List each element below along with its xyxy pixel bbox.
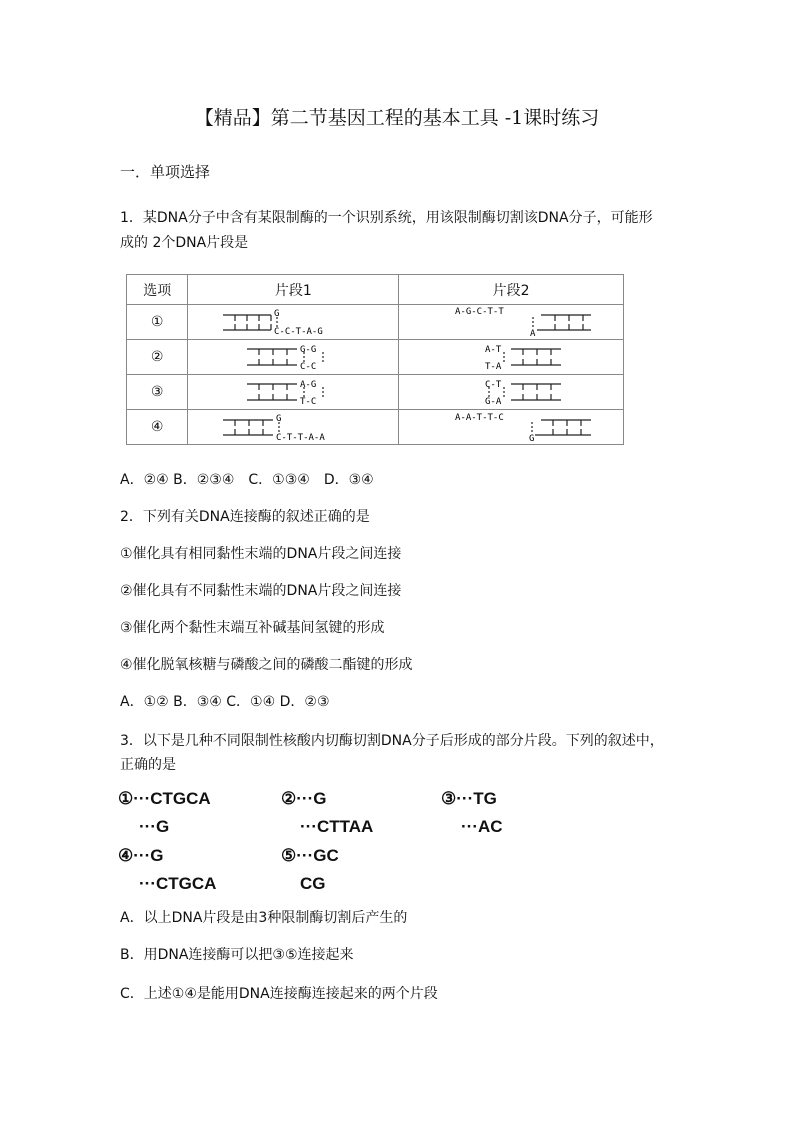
option-label: ③ — [127, 375, 188, 410]
frag-top-text: A-T — [485, 345, 502, 355]
dna-fragment-diagram — [193, 376, 393, 408]
page-title: 【精品】第二节基因工程的基本工具 -1课时练习 — [194, 107, 600, 129]
q3-fragment-bottom: ···CTGCA — [139, 874, 217, 893]
table-row — [127, 305, 624, 340]
frag-top-text: G — [274, 309, 280, 319]
q1-answer-options: A．②④ B．②③④ C．①③④ D．③④ — [120, 472, 374, 488]
frag-bottom-text: G — [529, 434, 535, 443]
fragment1-diagram — [188, 305, 399, 340]
q2-answer-options: A．①② B．③④ C．①④ D．②③ — [120, 694, 330, 710]
frag-top-text: A-G-C-T-T — [455, 307, 504, 317]
table-row — [127, 375, 624, 410]
frag-bottom-text: T-C — [300, 397, 317, 407]
section-heading: 一．单项选择 — [120, 163, 211, 181]
dna-fragment-diagram — [411, 411, 611, 443]
dna-fragment-diagram — [411, 341, 611, 373]
option-label: ④ — [127, 410, 188, 445]
frag-top-text: C-T — [485, 380, 502, 390]
table-header-row — [127, 275, 624, 305]
header-fragment2: 片段2 — [399, 275, 624, 305]
q2-item: ①催化具有相同黏性末端的DNA片段之间连接 — [120, 546, 402, 562]
q3-fragment-bottom: ···CTTAA — [300, 817, 374, 836]
q3-fragment-bottom: ···AC — [461, 817, 503, 836]
q3-fragment-bottom: CG — [300, 874, 326, 893]
q3-stem-line1: 3．以下是几种不同限制性核酸内切酶切割DNA分子后形成的部分片段。下列的叙述中， — [120, 733, 664, 749]
frag-top-text: A-A-T-T-C — [455, 413, 504, 423]
q1-stem-line2: 成的 2个DNA片段是 — [120, 235, 249, 251]
dna-fragment-diagram — [193, 341, 393, 373]
q3-option-c: C．上述①④是能用DNA连接酶连接起来的两个片段 — [120, 986, 438, 1002]
q3-fragment-top: ①···CTGCA — [118, 789, 211, 808]
q3-option-b: B．用DNA连接酶可以把③⑤连接起来 — [120, 947, 354, 963]
table-row — [127, 340, 624, 375]
q3-option-a: A．以上DNA片段是由3种限制酶切割后产生的 — [120, 910, 408, 926]
q2-stem: 2．下列有关DNA连接酶的叙述正确的是 — [120, 509, 370, 525]
q3-fragment-top: ④···G — [118, 846, 164, 865]
q3-fragment-top: ⑤···GC — [281, 846, 339, 865]
frag-top-text: G-G — [300, 345, 317, 355]
fragment2-diagram — [399, 305, 624, 340]
fragment1-diagram — [188, 340, 399, 375]
frag-bottom-text: A — [530, 329, 536, 338]
q1-stem-line1: 1．某DNA分子中含有某限制酶的一个识别系统，用该限制酶切割该DNA分子，可能形 — [120, 210, 653, 226]
fragment2-diagram — [399, 340, 624, 375]
option-label: ① — [127, 305, 188, 340]
fragment1-diagram — [188, 410, 399, 445]
frag-bottom-text: T-A — [485, 362, 502, 372]
fragment2-diagram — [399, 375, 624, 410]
fragment2-diagram — [399, 410, 624, 445]
frag-bottom-text: C-C — [300, 362, 317, 372]
frag-top-text: G — [276, 414, 282, 424]
dna-fragment-diagram — [193, 411, 393, 443]
dna-fragment-diagram — [411, 306, 611, 338]
frag-top-text: A-G — [300, 380, 317, 390]
table-row — [127, 410, 624, 445]
q3-stem-line2: 正确的是 — [120, 757, 176, 773]
q2-item: ③催化两个黏性末端互补碱基间氢键的形成 — [120, 620, 385, 636]
q3-fragment-bottom: ···G — [139, 817, 170, 836]
q3-fragment-top: ②···G — [281, 789, 327, 808]
frag-bottom-text: G-A — [485, 397, 502, 407]
q1-options-table — [126, 274, 624, 445]
header-option: 选项 — [127, 275, 188, 305]
fragment1-diagram — [188, 375, 399, 410]
header-fragment1: 片段1 — [188, 275, 399, 305]
dna-fragment-diagram — [411, 376, 611, 408]
dna-fragment-diagram — [193, 306, 393, 338]
frag-bottom-text: C-C-T-A-G — [274, 327, 324, 337]
option-label: ② — [127, 340, 188, 375]
q3-fragment-top: ③···TG — [441, 789, 497, 808]
q2-item: ④催化脱氧核糖与磷酸之间的磷酸二酯键的形成 — [120, 657, 413, 673]
frag-bottom-text: C-T-T-A-A — [276, 433, 326, 443]
q2-item: ②催化具有不同黏性末端的DNA片段之间连接 — [120, 583, 402, 599]
